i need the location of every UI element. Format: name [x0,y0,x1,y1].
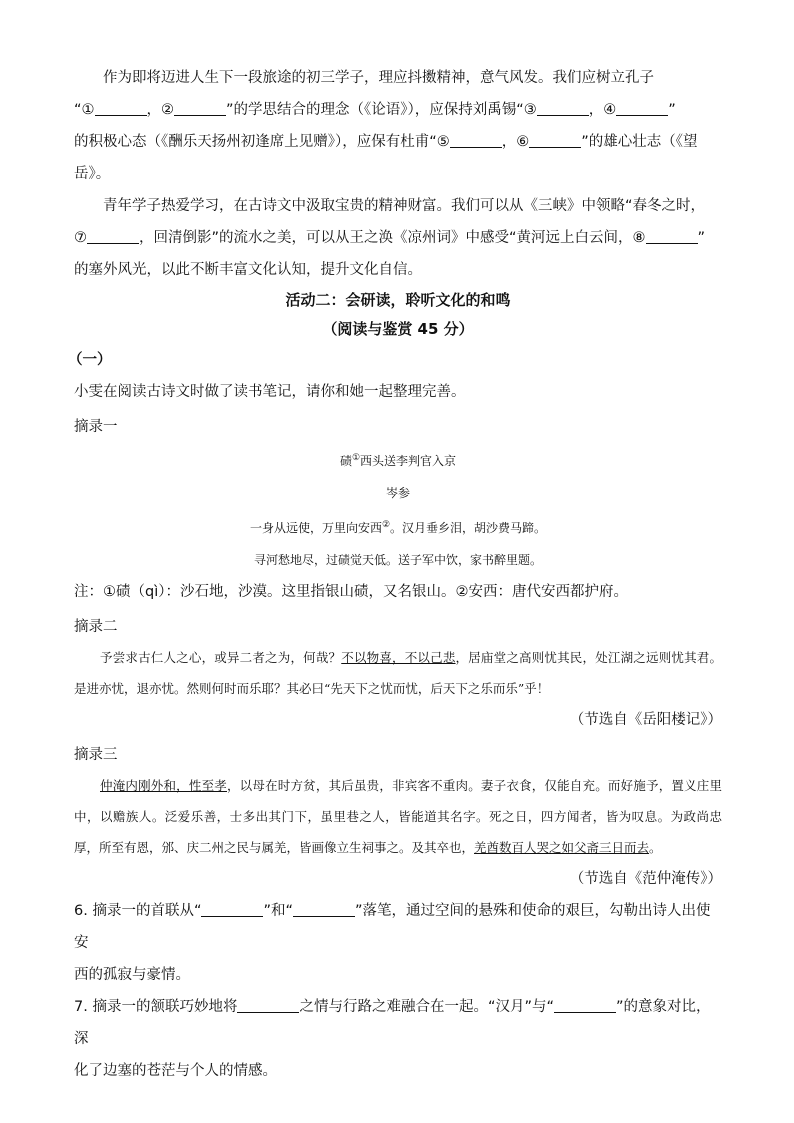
paragraph-1-line-1 [74,62,722,94]
text-run: ”的雄心壮志（《望 [581,134,698,150]
answer-blank-3[interactable] [537,101,589,117]
text-run: ”和“ [263,903,293,919]
text-run: 。 [649,840,662,855]
paragraph-2-line-3 [74,254,722,286]
intro-text: 小雯在阅读古诗文时做了读书笔记，请你和她一起整理完善。 [74,384,466,400]
answer-blank-q7-2[interactable] [554,998,616,1014]
text-run: ，以母在时方贫，其后虽贵，非宾客不重肉。妻子衣食，仅能自充。而好施 [226,778,646,793]
answer-blank-4[interactable] [616,101,668,117]
paragraph-2-line-1 [74,190,722,222]
paragraph-2-line-2 [74,222,722,254]
underlined-text: 羌酋数 [474,840,512,855]
text-run: ”落笔，通过空间的悬殊和使命的艰巨，勾勒出诗人出使安 [74,903,711,951]
text-run: 作为即将迈进人生下一段旅途的初三学子，理应抖擞精神，意气风发。我们应树立孔子 [103,70,654,86]
underlined-text: 仲淹内刚外和，性至孝 [100,778,227,793]
excerpt-3-label: 摘录三 [74,747,118,763]
text-run: ，④ [588,102,617,118]
answer-blank-6[interactable] [529,133,581,149]
underlined-text: 不以物喜，不以己悲 [341,650,456,665]
question-7-cont: 化了边塞的苍茫与个人的情感。 [74,1063,277,1079]
text-run: 。汉月垂乡泪，胡沙费马蹄。 [390,521,547,535]
text-run: ” [697,230,706,246]
paragraph-1-line-2 [74,94,722,126]
text-run: 西头送李判官入京 [360,454,457,468]
answer-blank-8[interactable] [646,229,698,245]
text-run: ，② [146,102,175,118]
question-6-cont: 西的孤寂与豪情。 [74,967,190,983]
section-subtitle: （阅读与鉴赏 45 分） [322,320,474,338]
text-run: 一身从远使，万里向安西 [249,521,382,535]
paragraph-1-line-4 [74,158,722,190]
answer-blank-q7-1[interactable] [237,998,299,1014]
underlined-text: 百人哭之如父斋三日而去 [511,840,650,855]
answer-blank-q6-1[interactable] [201,902,263,918]
question-7 [74,991,722,1055]
poem-line-2: 寻河愁地尽，过碛觉天低。送子军中饮，家书醉里题。 [253,553,542,567]
question-6 [74,895,722,959]
poem-line-1 [74,509,722,544]
text-run: “① [74,102,95,118]
excerpt-2-source: （节选自《岳阳楼记》） [569,712,722,728]
text-run: ”的学思结合的理念（《论语》），应保持刘禹锡“③ [226,102,537,118]
text-run: 碛 [339,454,352,468]
text-run: ” [668,102,676,118]
text-run: ”的意象对比，深 [74,999,711,1047]
excerpt-3-text [74,770,722,863]
paragraph-1-line-3 [74,126,722,158]
poem-note: 注：①碛（qì）：沙石地，沙漠。这里指银山碛，又名银山。②安西：唐代安西都护府。 [74,584,628,600]
text-run: 的积极心态（《酬乐天扬州初逢席上见赠》），应保有杜甫“⑤ [74,134,450,150]
text-run: ，回清倒影”的流水之美，可以从王之涣《凉州词》中感受“黄河远上白云间，⑧ [139,230,646,246]
text-run: ⑦ [74,230,87,246]
text-run: 予，置义庄里中，以赡族人。泛爱乐善，士多出其门下，虽里巷之人，皆能道其名字。死之日，四方闻 [74,778,722,824]
text-run: 予尝求古仁人之心，或异二者之为，何哉？ [100,650,342,665]
exam-page [68,62,722,1087]
poem-author: 岑参 [385,486,410,500]
text-run: ，⑥ [501,134,530,150]
excerpt-3-source: （节选自《范仲淹传》） [569,871,722,887]
answer-blank-2[interactable] [174,101,226,117]
answer-blank-1[interactable] [95,101,147,117]
poem-title [74,442,722,477]
text-run: 6. 摘录一的首联从“ [74,903,202,919]
footnote-marker: ② [381,520,391,530]
part-heading: （一） [68,352,112,368]
answer-blank-q6-2[interactable] [293,902,355,918]
text-run: 者，皆为叹息。为政尚忠厚，所至有恩，邠、庆二州之民与属羌，皆画像立生祠事之。及其卒也， [74,809,722,855]
excerpt-2-label: 摘录二 [74,619,118,635]
excerpt-1-label: 摘录一 [74,419,118,435]
text-run: 的塞外风光，以此不断丰富文化认知，提升文化自信。 [74,262,422,278]
answer-blank-5[interactable] [450,133,502,149]
text-run: 则忧其君。是进亦忧，退亦忧。然则何时而乐耶？其必曰“先天下之忧而忧，后天下之乐而乐”乎！ [74,650,722,696]
footnote-marker: ① [351,453,361,463]
answer-blank-7[interactable] [87,229,139,245]
text-run: 7. 摘录一的颔联巧妙地将 [74,999,238,1015]
text-run: 岳》。 [74,166,111,182]
text-run: 之情与行路之难融合在一起。“汉月”与“ [299,999,554,1015]
section-title: 活动二：会研读，聆听文化的和鸣 [285,291,511,309]
excerpt-2-text [74,642,722,704]
text-run: 青年学子热爱学习，在古诗文中汲取宝贵的精神财富。我们可以从《三峡》中领略“春冬之时， [103,198,706,214]
text-run: ，居庙堂之高则忧其民，处江湖之远 [455,650,659,665]
